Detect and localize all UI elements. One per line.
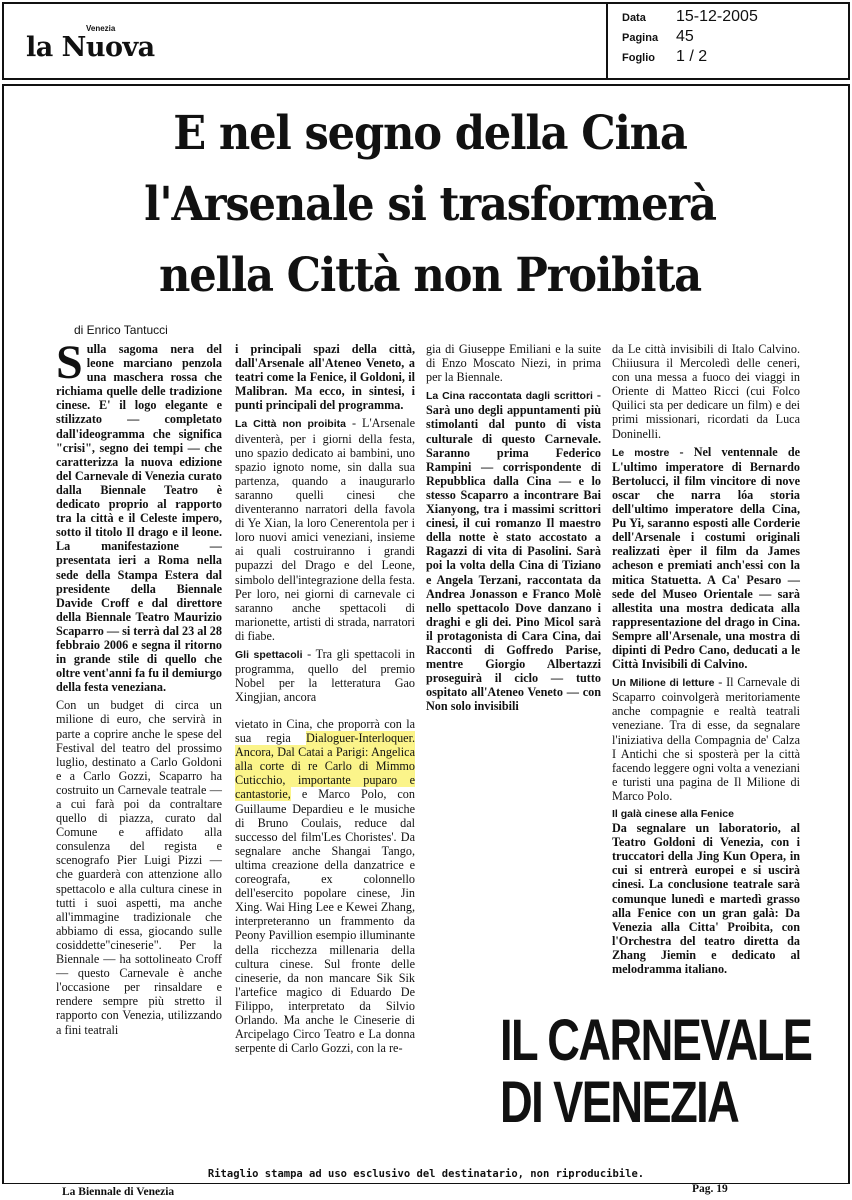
article-column-4 [612,342,800,980]
subheading-citta-non-proibita: La Città non proibita [235,418,346,431]
highlighted-passage: Dialoguer-Interloquer. Ancora, Dal Catai a Parigi: Angelica alla corte di re Carlo di Mimmo Cuticchio, importante puparo e cantastorie, [235,731,415,802]
column-4-paragraph-1: da Le città invisibili di Italo Calvino. Chiiusura il Mercoledì delle ceneri, con una messa a fuoco dei viaggi in Oriente di Matteo Ricci (cui Folco Quilici sta per dedicare un film) e dei primi missionari, ricordati da Luca Doninelli. [612,342,800,441]
page-value: 45 [676,28,694,45]
newspaper-logo: la Nuova [26,32,155,63]
article-column-3 [426,342,601,717]
section-stamp [500,1010,811,1134]
spettacoli-text-cont: vietato in Cina, che proporrà con la sua regia [235,717,415,746]
subheading-spettacoli: Gli spettacoli [235,648,303,661]
date-label: Data [622,12,646,24]
stamp-line-1: IL CARNEVALE [500,1008,812,1073]
spettacoli-text: - Tra gli spettacoli in programma, quello del premio Nobel per la letteratura Gao Xingjian, ancora [235,646,415,705]
column-4-paragraph-3 [612,675,800,803]
subheading-mostre: Le mostre [612,446,670,459]
article-headline [117,98,743,311]
footer-page-number: Pag. 19 [692,1183,728,1195]
column-2-paragraph-3 [235,647,415,704]
subheading-gala: Il galà cinese alla Fenice [612,808,734,820]
sheet-value: 1 / 2 [676,48,708,65]
headline-line-1: E nel segno della Cina [173,106,687,161]
byline: di Enrico Tantucci [74,323,168,337]
column-4-paragraph-4 [612,807,800,976]
column-3-paragraph-2 [426,388,601,713]
article-column-2 [235,342,415,708]
logo-city: Venezia [86,24,116,33]
milione-text: - Il Carnevale di Scaparro coinvolgerà meritoriamente anche compagnie e realtà teatrali veneziane. Tra di esse, da segnalare l'iniziativa della Compagnia de' Calza I Antichi che si sposterà per la città facendo leggere ogni volta a veneziani e turisti una pagina de Il Milione di Marco Polo. [612,675,800,803]
article-column-2-lower [235,717,415,1059]
header-divider [606,4,608,78]
cina-raccontata-text: - Sarà uno degli appuntamenti più stimolanti dal punto di vista culturale di questo Carnevale. Saranno prima Federico Rampini — corrispondente di Repubblica dalla Cina — e lo stesso Scaparro a incontrare Bai Xianyong, tra i massimi scrittori cinesi, il cui romanzo Il maestro della notte è stato accostato a Ragazzi di vita di Pasolini. Sarà poi la volta della Cina di Tiziano e Angela Terzani, raccontata da Andrea Jonasson e Franco Molè nello spettacolo Dove danzano i draghi e gli dei. Pino Micol sarà il protagonista di Cara Cina, dai Racconti di Goffredo Parise, mentre Giorgio Albertazzi proseguirà il ciclo — tutto ospitato all'Ateneo Veneto — con Non solo invisibili [426,388,601,714]
clipping-header [2,2,850,80]
spettacoli-text-end: e Marco Polo, con Guillaume Depardieu e le musiche di Bruno Coulais, reduce dal successo del film'Les Choristes'. Da segnalare anche Shangai Tango, ultima creazione della danzatrice e coreografa, ex colonnello dell'esercito popolare cinese, Jin Xing. Wai Hing Lee e Kewei Zhang, interpreteranno un frammento da Peony Pavillion esempio illuminante della ricchezza millenaria della cultura cinese. Sul fronte delle cineserie, da non mancare Sik Sik l'artefice magico di Eduardo De Filippo, interpretato da Silvio Orlando. Ma anche le Cineserie di Arcipelago Circo Teatro e La donna serpente di Carlo Gozzi, con la re- [235,787,415,1056]
headline-line-3: nella Città non Proibita [158,248,701,303]
article-column-1 [56,336,222,1041]
mostre-text: - Nel ventennale de L'ultimo imperatore di Bernardo Bertolucci, il film vincitore di nove oscar che narra lóa storia dell'ultimo imperatore della Cina, Pu Yi, saranno esposti alle Corderie dell'Arsenale i costumi originali realizzati èper il film da James acheson e premiati anch'essi con la mitica Statuetta. A Ca' Pesaro — sede del Museo Orientale — sarà allestita una mostra dedicata alla rappresentazione del drago in Cina. Sempre all'Arsenale, una mostra di dipinti di Pedro Cano, deducati a le Città Invisibili di Calvino. [612,444,801,672]
subheading-cina-raccontata: La Cina raccontata dagli scrittori [426,390,593,403]
column-4-paragraph-2 [612,445,800,672]
column-2-paragraph-2 [235,416,415,643]
column-1-paragraph-2: Con un budget di circa un milione di euro, che servirà in parte a coprire anche le spese del Festival del teatro del prossimo luglio, destinato a Carlo Goldoni e a Carlo Gozzi, Scaparro ha costruito un Carnevale teatrale — a cui farà poi da contraltare quello di piazza, curato dal Comune e affidato alla consulenza del regista e scenografo Pier Luigi Pizzi — che guarderà con attenzione allo spettacolo e alla cultura cinese in tutti i suoi aspetti, ma anche all'immagine tradizionale che abbiamo di essa, giocando sulle cosiddette"cineserie". Per la Biennale — ha sottolineato Croff — questo Carnevale è anche l'occasione per rinsaldare e rendere sempre più stretto il rapporto con Venezia, utilizzando a fini teatrali [56,698,222,1037]
footer-source: La Biennale di Venezia [62,1186,175,1198]
lead-text: ulla sagoma nera del leone marciano penzola una maschera rossa che richiama quelle delle tradizione cinese. E' il logo elegante e stilizzato — completato dall'ideogramma che significa "crisi", segno dei tempi — che caratterizza la nuova edizione del Carnevale di Venezia curato dalla Biennale Teatro è dedicato proprio al rapporto tra la città e il Celeste impero, sotto il titolo Il drago e il leone. La manifestazione — presentata ieri a Roma nella sede della Stampa Estera dal presidente della Biennale Davide Croff e dal direttore della Biennale Teatro Maurizio Scaparro — si terrà dal 23 al 28 febbraio 2006 e segna il ritorno in grande stile di quello che oltre vent'anni fa fu il demiurgo della festa veneziana. [56,342,222,695]
headline-line-2: l'Arsenale si trasformerà [144,177,716,232]
column-3-paragraph-1: gia di Giuseppe Emiliani e la suite di Enzo Moscato Niezi, in prima per la Biennale. [426,342,601,385]
page-label: Pagina [622,32,659,44]
column-2-paragraph-4 [235,717,415,1055]
date-value: 15-12-2005 [676,8,758,25]
subheading-milione: Un Milione di letture [612,677,715,690]
sheet-label: Foglio [622,52,655,64]
clipping-disclaimer: Ritaglio stampa ad uso esclusivo del destinatario, non riproducibile. [207,1168,645,1180]
citta-non-proibita-text: - L'Arsenale diventerà, per i giorni della festa, uno spazio dedicato ai bambini, uno spazio ignoto nome, sin dalla sua partenza, quando a inaugurarlo saranno quelli cinesi che diventeranno narratori della favola di Ye Xian, la loro Cenerentola per i loro nuovi amici veneziani, insieme ai quali costruiranno i grandi pupazzi del Drago e del Leone, simbolo dell'integrazione della festa. Per loro, nei giorni di carnevale ci saranno anche spettacoli di marionette, artisti di strada, narratori di fiabe. [235,416,415,643]
stamp-line-2: DI VENEZIA [500,1070,739,1135]
column-2-paragraph-1: i principali spazi della città, dall'Arsenale all'Ateneo Veneto, a teatri come la Fenice, il Goldoni, il Malibran. Ma ecco, in sintesi, i punti principali del programma. [235,342,415,413]
gala-text: Da segnalare un laboratorio, al Teatro Goldoni di Venezia, con i truccatori della Jing Kun Opera, in cui si entrerà europei e si uscirà cinesi. La conclusione teatrale sarà comunque lunedì e martedì grasso alla Fenice con un gran galà: Da Venezia alla Citta' Proibita, con l'Orchestra del teatro diretta da Zhang Jiemin e dedicato al melodramma italiano. [612,821,800,977]
column-1-paragraph-1 [56,336,222,695]
drop-cap: S [56,336,83,389]
